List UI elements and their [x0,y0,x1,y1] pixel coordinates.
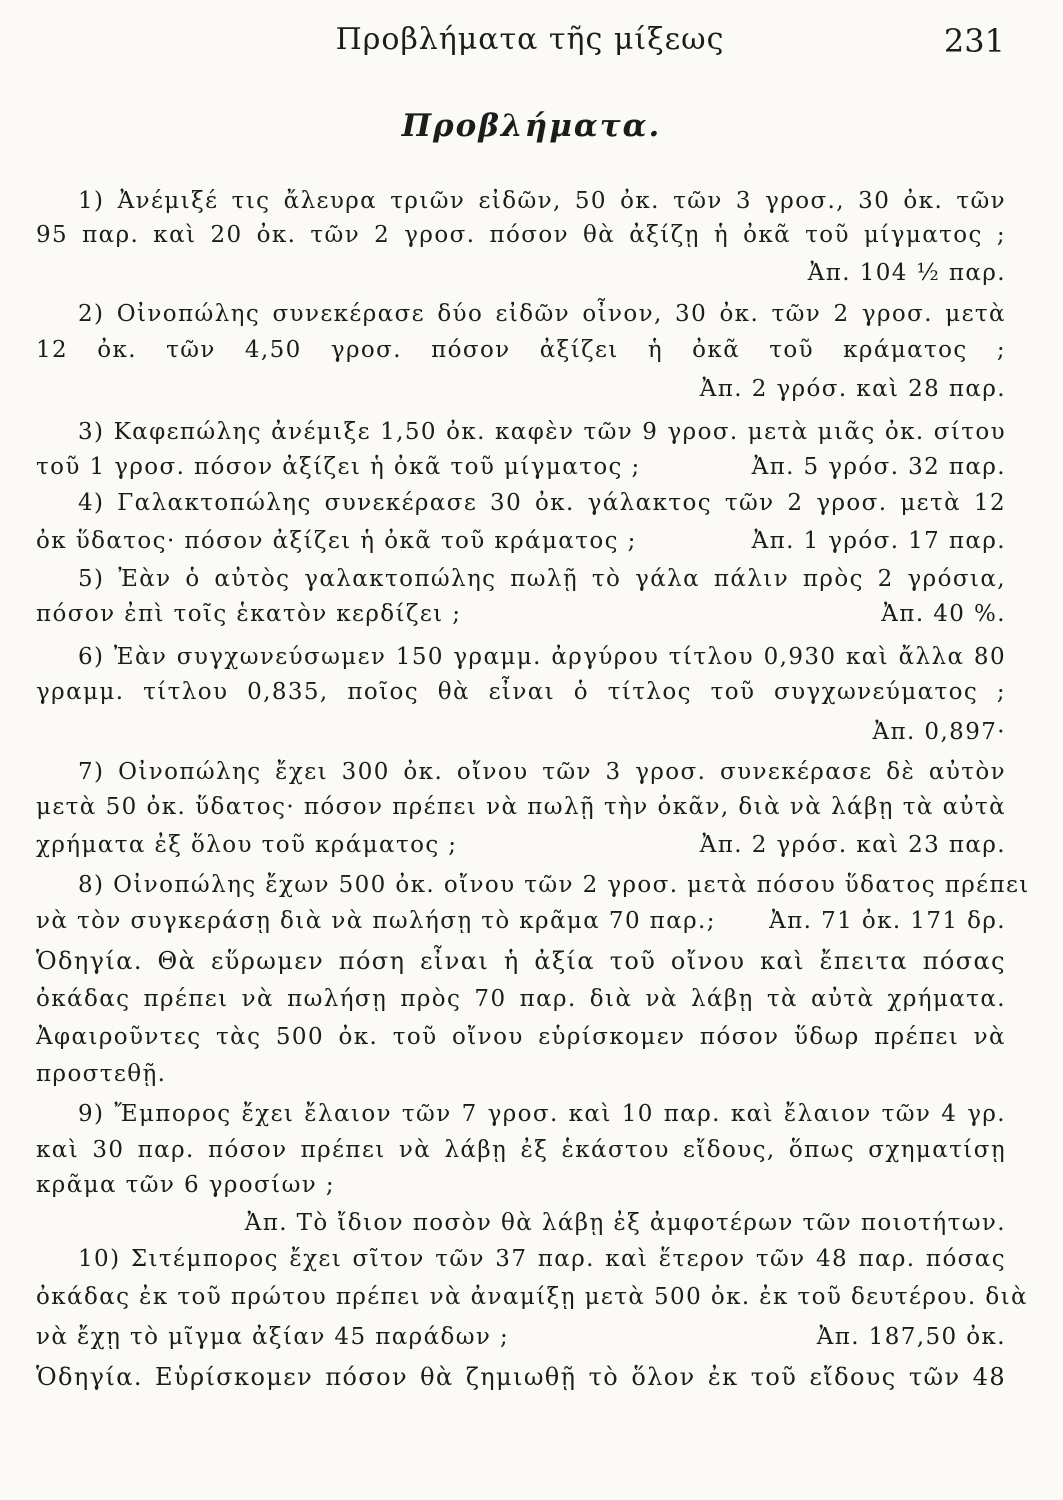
answer-text: Ἀπ. 5 γρόσ. 32 παρ. [751,454,1006,480]
text-line: καὶ 30 παρ. πόσον πρέπει νὰ λάβῃ ἐξ ἑκάστου εἴδους, ὅπως σχηματίσῃ [36,1137,1006,1163]
text-line: 12 ὀκ. τῶν 4,50 γροσ. πόσον ἀξίζει ἡ ὀκᾶ τοῦ κράματος ; [36,337,1006,363]
text-line: Ἀπ. 104 ½ παρ. [807,260,1006,286]
text-line: προστεθῇ. [36,1061,167,1087]
text-line [36,597,1006,631]
problem-text: πόσον ἐπὶ τοῖς ἑκατὸν κερδίζει ; [36,601,462,627]
text-line [36,524,1006,558]
text-line: 95 παρ. καὶ 20 ὀκ. τῶν 2 γροσ. πόσον θὰ ἀξίζῃ ἡ ὀκᾶ τοῦ μίγματος ; [36,222,1006,248]
problem-text: νὰ ἔχῃ τὸ μῖγμα ἀξίαν 45 παράδων ; [36,1324,510,1350]
text-line: ὀκάδας ἐκ τοῦ πρώτου πρέπει νὰ ἀναμίξῃ μετὰ 500 ὀκ. ἐκ τοῦ δευτέρου. διὰ [36,1284,1028,1310]
answer-text: Ἀπ. 40 %. [881,601,1006,627]
text-line: 4) Γαλακτοπώλης συνεκέρασε 30 ὀκ. γάλακτος τῶν 2 γροσ. μετὰ 12 [78,490,1006,516]
text-line: μετὰ 50 ὀκ. ὕδατος· πόσον πρέπει νὰ πωλῇ τὴν ὀκᾶν, διὰ νὰ λάβῃ τὰ αὐτὰ [36,794,1006,820]
problem-text: τοῦ 1 γροσ. πόσον ἀξίζει ἡ ὀκᾶ τοῦ μίγματος ; [36,454,641,480]
text-line: 9) Ἔμπορος ἔχει ἔλαιον τῶν 7 γροσ. καὶ 10 παρ. καὶ ἔλαιον τῶν 4 γρ. [78,1101,1006,1127]
answer-text: Ἀπ. 1 γρόσ. 17 παρ. [751,528,1006,554]
text-line: 1) Ἀνέμιξέ τις ἄλευρα τριῶν εἰδῶν, 50 ὀκ. τῶν 3 γροσ., 30 ὀκ. τῶν [78,188,1006,214]
text-line: 7) Οἰνοπώλης ἔχει 300 ὀκ. οἴνου τῶν 3 γροσ. συνεκέρασε δὲ αὐτὸν [78,759,1006,785]
answer-text: Ἀπ. 71 ὀκ. 171 δρ. [769,908,1006,934]
text-line: 5) Ἐὰν ὁ αὐτὸς γαλακτοπώλης πωλῇ τὸ γάλα πάλιν πρὸς 2 γρόσια, [78,566,1006,592]
answer-text: Ἀπ. 2 γρόσ. καὶ 23 παρ. [699,832,1006,858]
problem-text: ὀκ ὕδατος· πόσον ἀξίζει ἡ ὀκᾶ τοῦ κράματος ; [36,528,637,554]
text-line [36,828,1006,862]
running-header-title: Προβλήματα τῆς μίξεως [335,22,725,57]
text-line [36,450,1006,484]
text-line: Ἀφαιροῦντες τὰς 500 ὀκ. τοῦ οἴνου εὑρίσκομεν πόσον ὕδωρ πρέπει νὰ [36,1024,1006,1050]
text-line: 8) Οἰνοπώλης ἔχων 500 ὀκ. οἴνου τῶν 2 γροσ. μετὰ πόσου ὕδατος πρέπει [78,872,1030,898]
text-line: κρᾶμα τῶν 6 γροσίων ; [36,1172,335,1198]
text-line: Ὁδηγία. Θὰ εὕρωμεν πόση εἶναι ἡ ἀξία τοῦ οἴνου καὶ ἔπειτα πόσας [36,947,1006,975]
text-line: γραμμ. τίτλου 0,835, ποῖος θὰ εἶναι ὁ τίτλος τοῦ συγχωνεύματος ; [36,679,1006,705]
text-line: 2) Οἰνοπώλης συνεκέρασε δύο εἰδῶν οἶνον, 30 ὀκ. τῶν 2 γροσ. μετὰ [78,301,1006,327]
problem-text: νὰ τὸν συγκεράσῃ διὰ νὰ πωλήσῃ τὸ κρᾶμα 70 παρ.; [36,908,716,934]
text-line: Ἀπ. 2 γρόσ. καὶ 28 παρ. [699,376,1006,402]
text-line: 3) Καφεπώλης ἀνέμιξε 1,50 ὀκ. καφὲν τῶν 9 γροσ. μετὰ μιᾶς ὀκ. σίτου [78,419,1006,445]
text-line [36,904,1006,938]
page-number: 231 [943,22,1005,60]
text-line: 6) Ἐὰν συγχωνεύσωμεν 150 γραμμ. ἀργύρου τίτλου 0,930 καὶ ἄλλα 80 [78,644,1006,670]
text-line: ὀκάδας πρέπει νὰ πωλήσῃ πρὸς 70 παρ. διὰ νὰ λάβῃ τὰ αὐτὰ χρήματα. [36,986,1006,1012]
answer-text: Ἀπ. 187,50 ὀκ. [816,1324,1006,1350]
text-line: Ὁδηγία. Εὑρίσκομεν πόσον θὰ ζημιωθῇ τὸ ὅλον ἐκ τοῦ εἴδους τῶν 48 [36,1363,1006,1391]
section-heading: Προβλήματα. [401,108,662,144]
text-line: Ἀπ. 0,897· [872,719,1006,745]
text-line [36,1320,1006,1354]
problem-text: χρήματα ἐξ ὅλου τοῦ κράματος ; [36,832,458,858]
text-line: 10) Σιτέμπορος ἔχει σῖτον τῶν 37 παρ. καὶ ἕτερον τῶν 48 παρ. πόσας [78,1246,1006,1272]
text-line: Ἀπ. Τὸ ἴδιον ποσὸν θὰ λάβῃ ἐξ ἀμφοτέρων τῶν ποιοτήτων. [244,1210,1006,1236]
